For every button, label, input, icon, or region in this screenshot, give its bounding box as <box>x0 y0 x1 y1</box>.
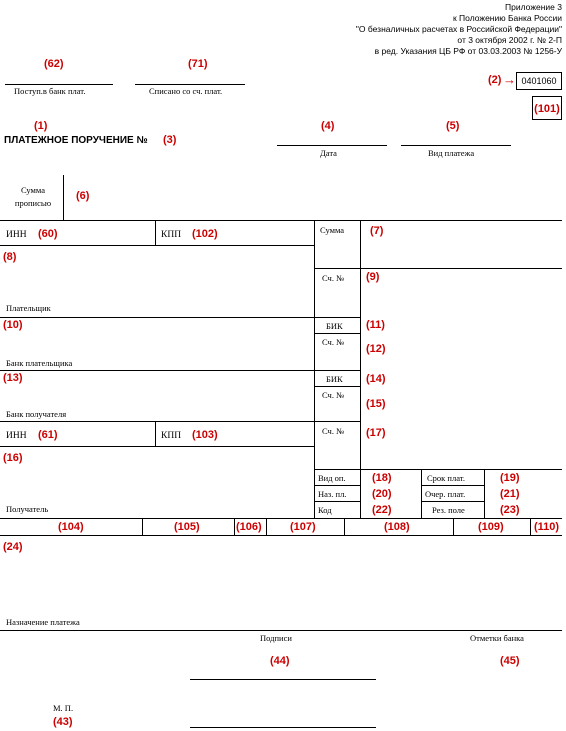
field-101-box <box>532 96 562 120</box>
grid-line-370 <box>0 370 360 371</box>
grid-line-485b <box>421 485 484 486</box>
field-21: (21) <box>500 488 520 500</box>
field-4: (4) <box>321 120 335 132</box>
field-24: (24) <box>3 541 23 553</box>
otmetki-banka-label: Отметки банка <box>470 633 524 643</box>
purpose-label: Назначение платежа <box>6 617 80 627</box>
field-3: (3) <box>163 134 177 146</box>
grid-line-220 <box>0 220 562 221</box>
field-103: (103) <box>192 429 218 441</box>
header-line-5: в ред. Указания ЦБ РФ от 03.03.2003 № 1256-У <box>374 46 562 56</box>
grid-line-535 <box>0 535 562 536</box>
payer-kpp-label: КПП <box>161 230 182 240</box>
field-61: (61) <box>38 429 58 441</box>
field-7: (7) <box>370 225 384 237</box>
payer-bank-account-label: Сч. № <box>322 337 345 347</box>
payer-inn-label: ИНН <box>6 230 27 240</box>
tax-div-6 <box>530 518 531 535</box>
postup-label: Поступ.в банк плат. <box>14 86 86 96</box>
field-8: (8) <box>3 251 17 263</box>
kpp-divider-bottom <box>155 421 156 446</box>
spisano-label: Списано со сч. плат. <box>149 86 223 96</box>
recipient-bank-label: Банк получателя <box>6 409 67 419</box>
vid-op-label: Вид оп. <box>318 473 346 483</box>
grid-line-386 <box>314 386 360 387</box>
header-line-4: от 3 октября 2002 г. № 2-П <box>457 35 562 45</box>
date-line <box>277 145 387 146</box>
grid-line-630 <box>0 630 562 631</box>
field-19: (19) <box>500 472 520 484</box>
field-13: (13) <box>3 372 23 384</box>
tax-div-5 <box>453 518 454 535</box>
tax-div-4 <box>344 518 345 535</box>
rez-pole-label: Рез. поле <box>432 505 465 515</box>
recipient-bik-label: БИК <box>326 374 343 384</box>
ocher-plat-label: Очер. плат. <box>425 489 466 499</box>
summa-label: Сумма <box>320 225 345 235</box>
summa-divider <box>63 175 64 220</box>
field-71: (71) <box>188 58 208 70</box>
field-14: (14) <box>366 373 386 385</box>
postup-line <box>5 84 113 85</box>
field-106: (106) <box>236 521 262 533</box>
field-5: (5) <box>446 120 460 132</box>
second-vertical <box>360 220 361 518</box>
field-110: (110) <box>534 521 560 533</box>
field-11: (11) <box>366 319 385 331</box>
arrow-icon: → <box>503 72 516 87</box>
field-107: (107) <box>290 521 316 533</box>
field-2: (2) <box>488 74 502 86</box>
field-109: (109) <box>478 521 504 533</box>
vid-platezha-label: Вид платежа <box>428 148 475 158</box>
field-9: (9) <box>366 271 380 283</box>
payer-bik-label: БИК <box>326 321 343 331</box>
header-line-1: Приложение 3 <box>505 2 562 12</box>
field-62: (62) <box>44 58 64 70</box>
form-code-box: 0401060 <box>516 72 562 90</box>
spisano-line <box>135 84 245 85</box>
grid-line-317 <box>0 317 360 318</box>
header-line-2: к Положению Банка России <box>452 13 562 23</box>
vertical-484 <box>484 469 485 518</box>
grid-line-333 <box>314 333 360 334</box>
grid-line-421 <box>0 421 360 422</box>
date-label: Дата <box>320 148 337 158</box>
podpisi-label: Подписи <box>260 633 292 643</box>
recipient-kpp-label: КПП <box>161 431 182 441</box>
recipient-account-label: Сч. № <box>322 426 345 436</box>
signature-line-1 <box>190 679 376 680</box>
header-line-3: "О безналичных расчетах в Российской Федерации" <box>355 24 562 34</box>
document-title: ПЛАТЕЖНОЕ ПОРУЧЕНИЕ № <box>4 135 148 146</box>
payer-account-label: Сч. № <box>322 273 345 283</box>
kpp-divider-top <box>155 220 156 245</box>
grid-line-501a <box>314 501 360 502</box>
field-102: (102) <box>192 228 218 240</box>
summa-label-line2: прописью <box>14 198 52 208</box>
field-10: (10) <box>3 319 23 331</box>
field-43: (43) <box>53 716 73 728</box>
field-108: (108) <box>384 521 410 533</box>
appendix-header <box>356 2 562 57</box>
field-6: (6) <box>76 190 90 202</box>
grid-line-518 <box>0 518 562 519</box>
grid-line-469 <box>314 469 562 470</box>
recipient-inn-label: ИНН <box>6 431 27 441</box>
grid-line-501b <box>421 501 484 502</box>
field-104: (104) <box>58 521 84 533</box>
field-101: (101) <box>534 103 560 115</box>
field-20: (20) <box>372 488 392 500</box>
field-60: (60) <box>38 228 58 240</box>
recipient-label: Получатель <box>6 504 49 514</box>
kod-label: Код <box>318 505 332 515</box>
srok-plat-label: Срок плат. <box>427 473 465 483</box>
vertical-421 <box>421 469 422 518</box>
field-105: (105) <box>174 521 200 533</box>
field-22: (22) <box>372 504 392 516</box>
grid-line-446 <box>0 446 314 447</box>
field-23: (23) <box>500 504 520 516</box>
field-1: (1) <box>34 120 48 132</box>
grid-line-485a <box>314 485 360 486</box>
field-16: (16) <box>3 452 23 464</box>
mp-label: М. П. <box>53 703 74 713</box>
payer-label: Плательщик <box>6 303 51 313</box>
field-44: (44) <box>270 655 290 667</box>
field-12: (12) <box>366 343 386 355</box>
recipient-bank-account-label: Сч. № <box>322 390 345 400</box>
naz-pl-label: Наз. пл. <box>318 489 347 499</box>
field-45: (45) <box>500 655 520 667</box>
grid-line-268 <box>314 268 562 269</box>
payer-bank-label: Банк плательщика <box>6 358 73 368</box>
summa-propisyu-label <box>4 184 62 210</box>
field-18: (18) <box>372 472 392 484</box>
grid-line-245 <box>0 245 314 246</box>
main-vertical <box>314 220 315 518</box>
vid-line <box>401 145 511 146</box>
tax-div-2 <box>234 518 235 535</box>
tax-div-1 <box>142 518 143 535</box>
field-15: (15) <box>366 398 386 410</box>
tax-div-3 <box>266 518 267 535</box>
field-17: (17) <box>366 427 386 439</box>
signature-line-2 <box>190 727 376 728</box>
summa-label-line1: Сумма <box>20 185 46 195</box>
